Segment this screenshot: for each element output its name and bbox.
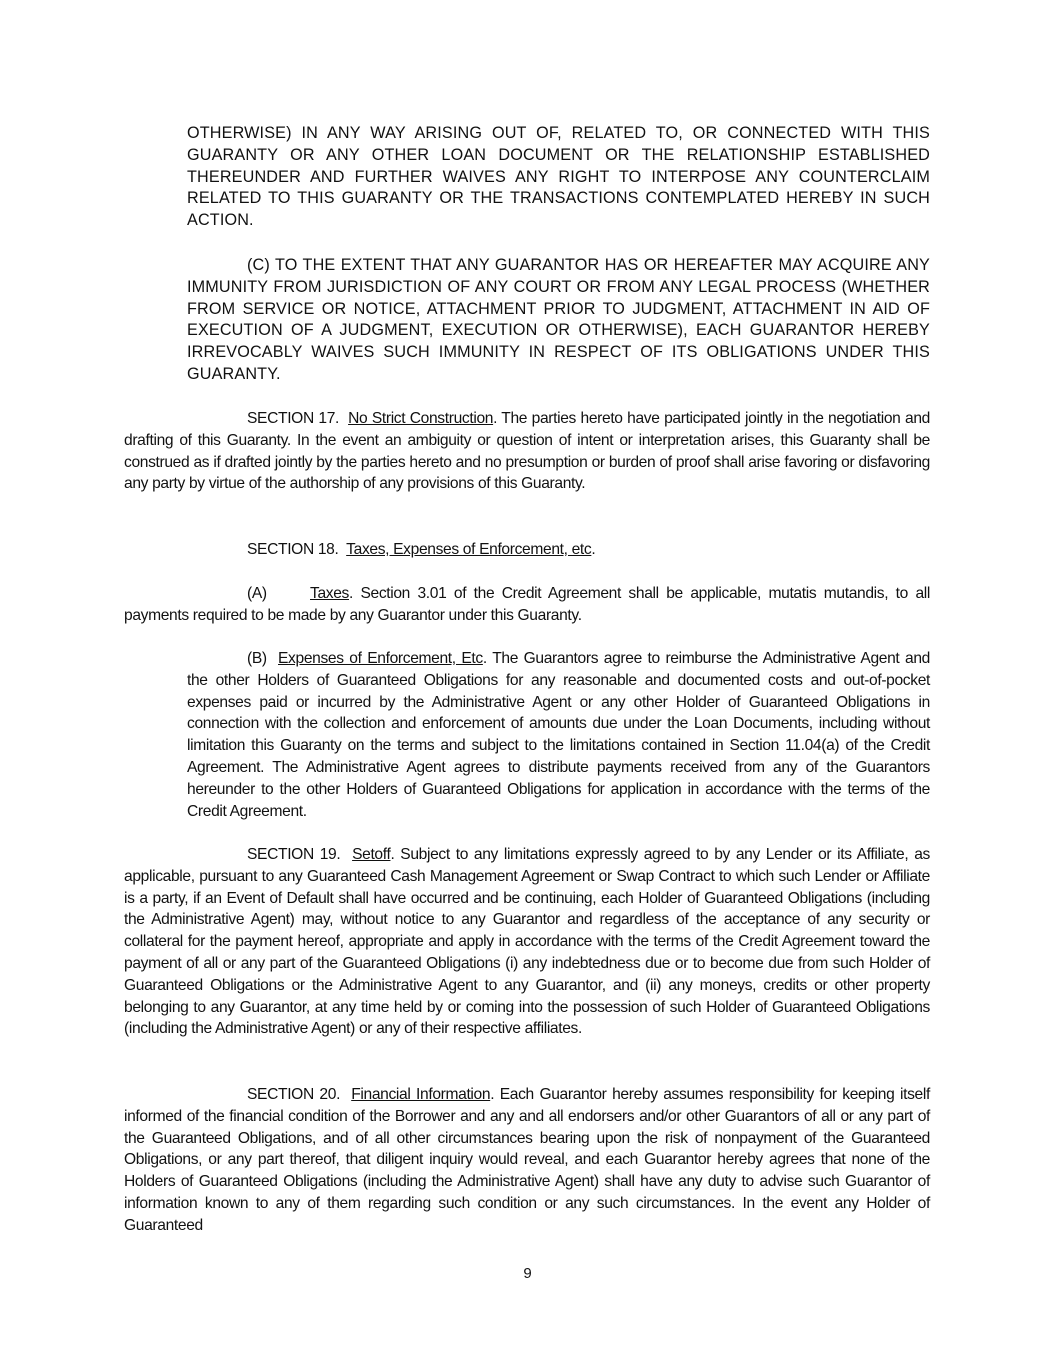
caps-paragraph-immunity [187, 255, 930, 386]
page-number: 9 [523, 1265, 532, 1282]
section-18b-title: Expenses of Enforcement, Etc [278, 650, 483, 667]
section-19-text: . Subject to any limitations expressly agreed to by any Lender or its Affiliate, as applicable, pursuant to any Guaranteed Cash Management Agreement or Swap Contract to which such Lender or Affiliate is a party, if an Event of Default shall have occurred and be continuing, each Holder of Guaranteed Obligations (including the Administrative Agent) may, without notice to any Guarantor and regardless of the acceptance of any security or collateral for the payment hereof, appropriate and apply in accordance with the terms of the Credit Agreement toward the payment of all or any part of the Guaranteed Obligations (i) any indebtedness due or to become due from such Holder of Guaranteed Obligations or the Administrative Agent to any Guarantor, and (ii) any moneys, credits or other property belonging to any Guarantor, at any time held by or coming into the possession of such Holder of Guaranteed Obligations (including the Administrative Agent) or any of their respective affiliates. [124, 846, 930, 1038]
section-18a-label: (A) [247, 585, 267, 602]
section-18-title: Taxes, Expenses of Enforcement, etc [346, 541, 592, 558]
section-20-title: Financial Information [351, 1086, 491, 1103]
section-18-end: . [591, 541, 596, 558]
section-18-label: SECTION 18. [247, 541, 339, 558]
caps-paragraph-waiver-text: OTHERWISE) IN ANY WAY ARISING OUT OF, RELATED TO, OR CONNECTED WITH THIS GUARANTY OR ANY OTHER LOAN DOCUMENT OR THE RELATIONSHIP ESTABLISHED THEREUNDER AND FURTHER WAIVES ANY RIGHT TO INTERPOSE ANY COUNTERCLAIM RELATED TO THIS GUARANTY OR THE TRANSACTIONS CONTEMPLATED HEREBY IN SUCH ACTION. [187, 124, 930, 230]
section-18b-label: (B) [247, 650, 267, 667]
section-18a-title: Taxes [310, 585, 349, 602]
section-18b [187, 648, 930, 822]
section-17 [124, 408, 930, 495]
caps-paragraph-waiver [187, 123, 930, 232]
section-17-label: SECTION 17. [247, 410, 340, 427]
section-17-text: . The parties hereto have participated jointly in the negotiation and drafting of this Guaranty. In the event an ambiguity or question of intent or interpretation arises, this Guaranty shall be construed as if drafted jointly by the parties hereto and no presumption or burden of proof shall arise favoring or disfavoring any party by virtue of the authorship of any provisions of this Guaranty. [124, 410, 930, 493]
section-18b-text: . The Guarantors agree to reimburse the Administrative Agent and the other Holders of Guaranteed Obligations for any reasonable and documented costs and out-of-pocket expenses paid or incurred by the Administrative Agent or any other Holder of Guaranteed Obligations in connection with the collection and enforcement of amounts due under the Loan Documents, including without limitation this Guaranty on the terms and subject to the limitations contained in Section 11.04(a) of the Credit Agreement. The Administrative Agent agrees to distribute payments received from any of the Guarantors hereunder to the other Holders of Guaranteed Obligations for application in accordance with the terms of the Credit Agreement. [187, 650, 930, 820]
section-17-title: No Strict Construction [348, 410, 494, 427]
section-18 [124, 539, 930, 561]
section-20-text: . Each Guarantor hereby assumes responsibility for keeping itself informed of the financial condition of the Borrower and any and all endorsers and/or other Guarantors of all or any part of the Guaranteed Obligations, and of all other circumstances bearing upon the risk of nonpayment of the Guaranteed Obligations, or any part thereof, that diligent inquiry would reveal, and each Guarantor hereby agrees that none of the Holders of Guaranteed Obligations (including the Administrative Agent) shall have any duty to advise such Guarantor of information known to any of them regarding such condition or any such circumstances. In the event any Holder of Guaranteed [124, 1086, 930, 1234]
section-20 [124, 1084, 930, 1237]
section-20-label: SECTION 20. [247, 1086, 341, 1103]
section-19-title: Setoff [352, 846, 391, 863]
section-18a [124, 583, 930, 627]
caps-paragraph-immunity-text: (C) TO THE EXTENT THAT ANY GUARANTOR HAS OR HEREAFTER MAY ACQUIRE ANY IMMUNITY FROM JURISDICTION OF ANY COURT OR FROM ANY LEGAL PROCESS (WHETHER FROM SERVICE OR NOTICE, ATTACHMENT PRIOR TO JUDGMENT, ATTACHMENT IN AID OF EXECUTION OF A JUDGMENT, EXECUTION OR OTHERWISE), EACH GUARANTOR HEREBY IRREVOCABLY WAIVES SUCH IMMUNITY IN RESPECT OF ITS OBLIGATIONS UNDER THIS GUARANTY. [187, 256, 930, 383]
section-18a-text: . Section 3.01 of the Credit Agreement shall be applicable, mutatis mutandis, to all payments required to be made by any Guarantor under this Guaranty. [124, 585, 930, 624]
section-19-label: SECTION 19. [247, 846, 341, 863]
section-19 [124, 844, 930, 1040]
